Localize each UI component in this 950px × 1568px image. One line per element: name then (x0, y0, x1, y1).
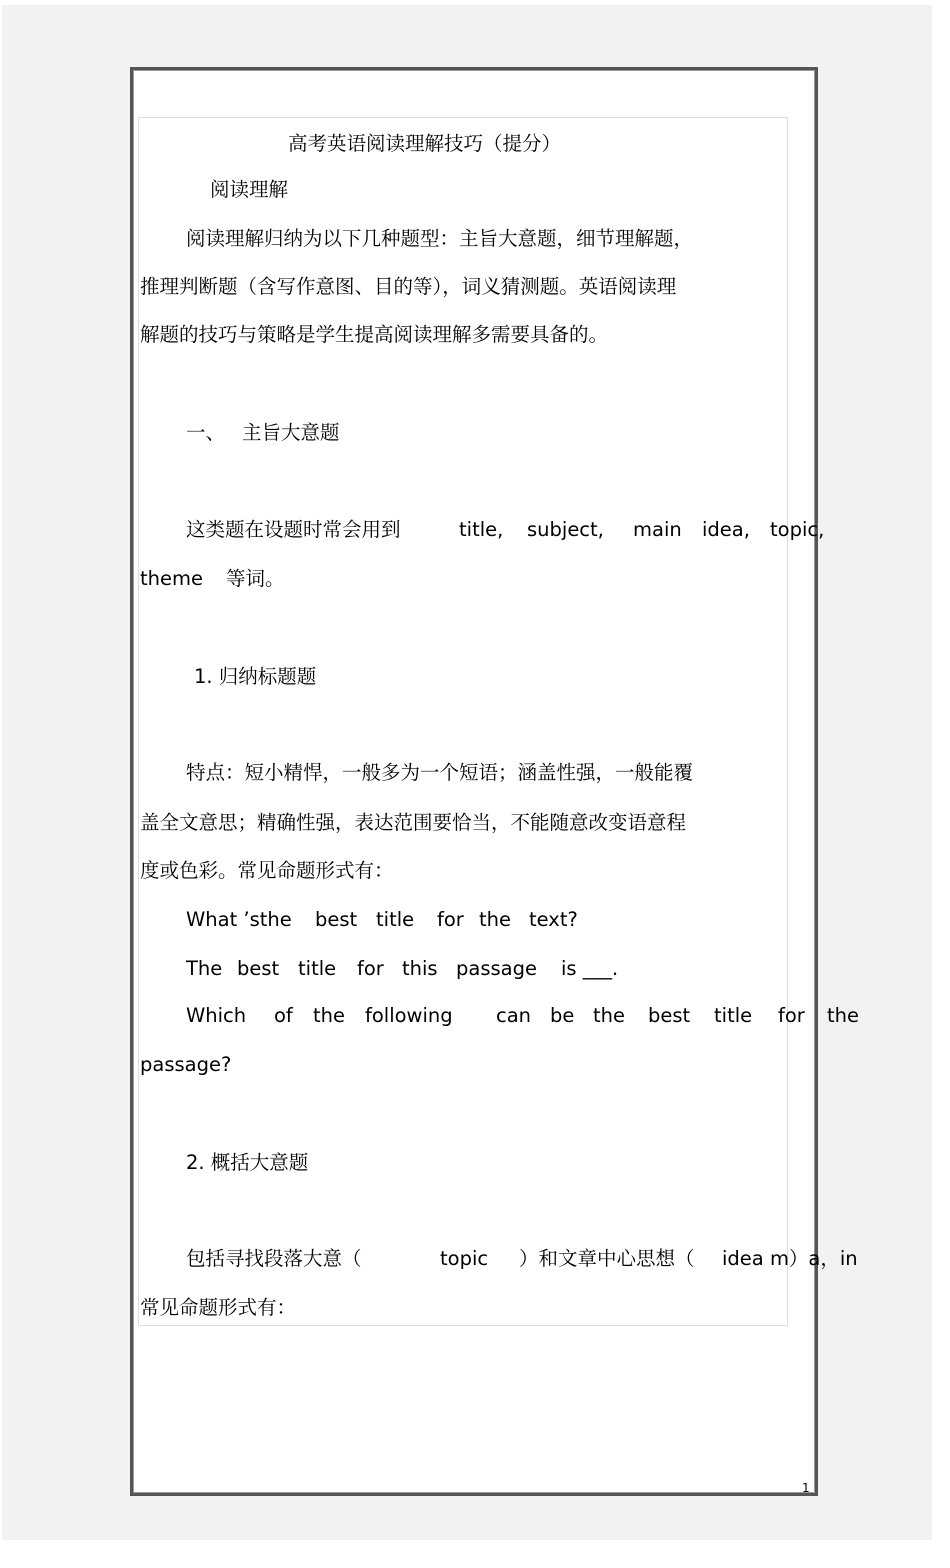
summary-text: ）和文章中心思想（ (519, 1247, 695, 1270)
page-title: 高考英语阅读理解技巧（提分） (288, 132, 562, 155)
term-word: idea, (702, 518, 750, 541)
term-word: subject, (527, 518, 604, 541)
section-desc-text: 这类题在设题时常会用到 (186, 518, 401, 541)
feature-line-2: 盖全文意思；精确性强，表达范围要恰当，不能随意改变语意程 (140, 811, 687, 834)
question-word: passage? (140, 1053, 232, 1076)
term-word: topic, (770, 518, 825, 541)
section-number: 一、 (186, 421, 226, 444)
question-word: the (313, 1004, 346, 1027)
section-heading: 主旨大意题 (242, 421, 340, 444)
question-word: Which (186, 1004, 247, 1027)
question-word: for (778, 1004, 805, 1027)
question-word: text? (529, 908, 578, 931)
question-word: title (298, 957, 337, 980)
summary-term: idea m）a，in (722, 1247, 858, 1270)
intro-line-1: 阅读理解归纳为以下几种题型：主旨大意题，细节理解题， (186, 227, 694, 250)
question-word: this (402, 957, 438, 980)
subsection-heading: 1. 归纳标题题 (194, 665, 317, 688)
question-word: can (496, 1004, 532, 1027)
question-word: the (593, 1004, 626, 1027)
page-number: 1 (802, 1481, 810, 1495)
question-word: title (376, 908, 415, 931)
question-word: passage (456, 957, 537, 980)
term-word: title, (459, 518, 504, 541)
question-word: best (237, 957, 280, 980)
summary-term: topic (440, 1247, 489, 1270)
question-word: What ’sthe (186, 908, 292, 931)
summary-text: 常见命题形式有： (140, 1296, 297, 1319)
content-area (138, 117, 788, 1326)
question-word: is ___. (561, 957, 619, 980)
question-word: The (186, 957, 223, 980)
section-desc-text: 等词。 (226, 567, 285, 590)
intro-line-3: 解题的技巧与策略是学生提高阅读理解多需要具备的。 (140, 323, 609, 346)
feature-line-1: 特点：短小精悍，一般多为一个短语；涵盖性强，一般能覆 (186, 761, 694, 784)
question-word: best (315, 908, 358, 931)
section-label: 阅读理解 (210, 178, 289, 201)
question-word: following (365, 1004, 453, 1027)
feature-line-3: 度或色彩。常见命题形式有： (140, 859, 394, 882)
question-word: title (714, 1004, 753, 1027)
question-word: the (479, 908, 512, 931)
question-word: the (827, 1004, 860, 1027)
question-word: for (437, 908, 464, 931)
question-word: be (550, 1004, 575, 1027)
summary-text: 包括寻找段落大意（ (186, 1247, 362, 1270)
term-word: main (633, 518, 682, 541)
question-word: for (357, 957, 384, 980)
subsection-heading: 2. 概括大意题 (186, 1151, 309, 1174)
term-word: theme (140, 567, 203, 590)
intro-line-2: 推理判断题（含写作意图、目的等），词义猜测题。英语阅读理 (140, 275, 677, 298)
question-word: best (648, 1004, 691, 1027)
question-word: of (274, 1004, 293, 1027)
